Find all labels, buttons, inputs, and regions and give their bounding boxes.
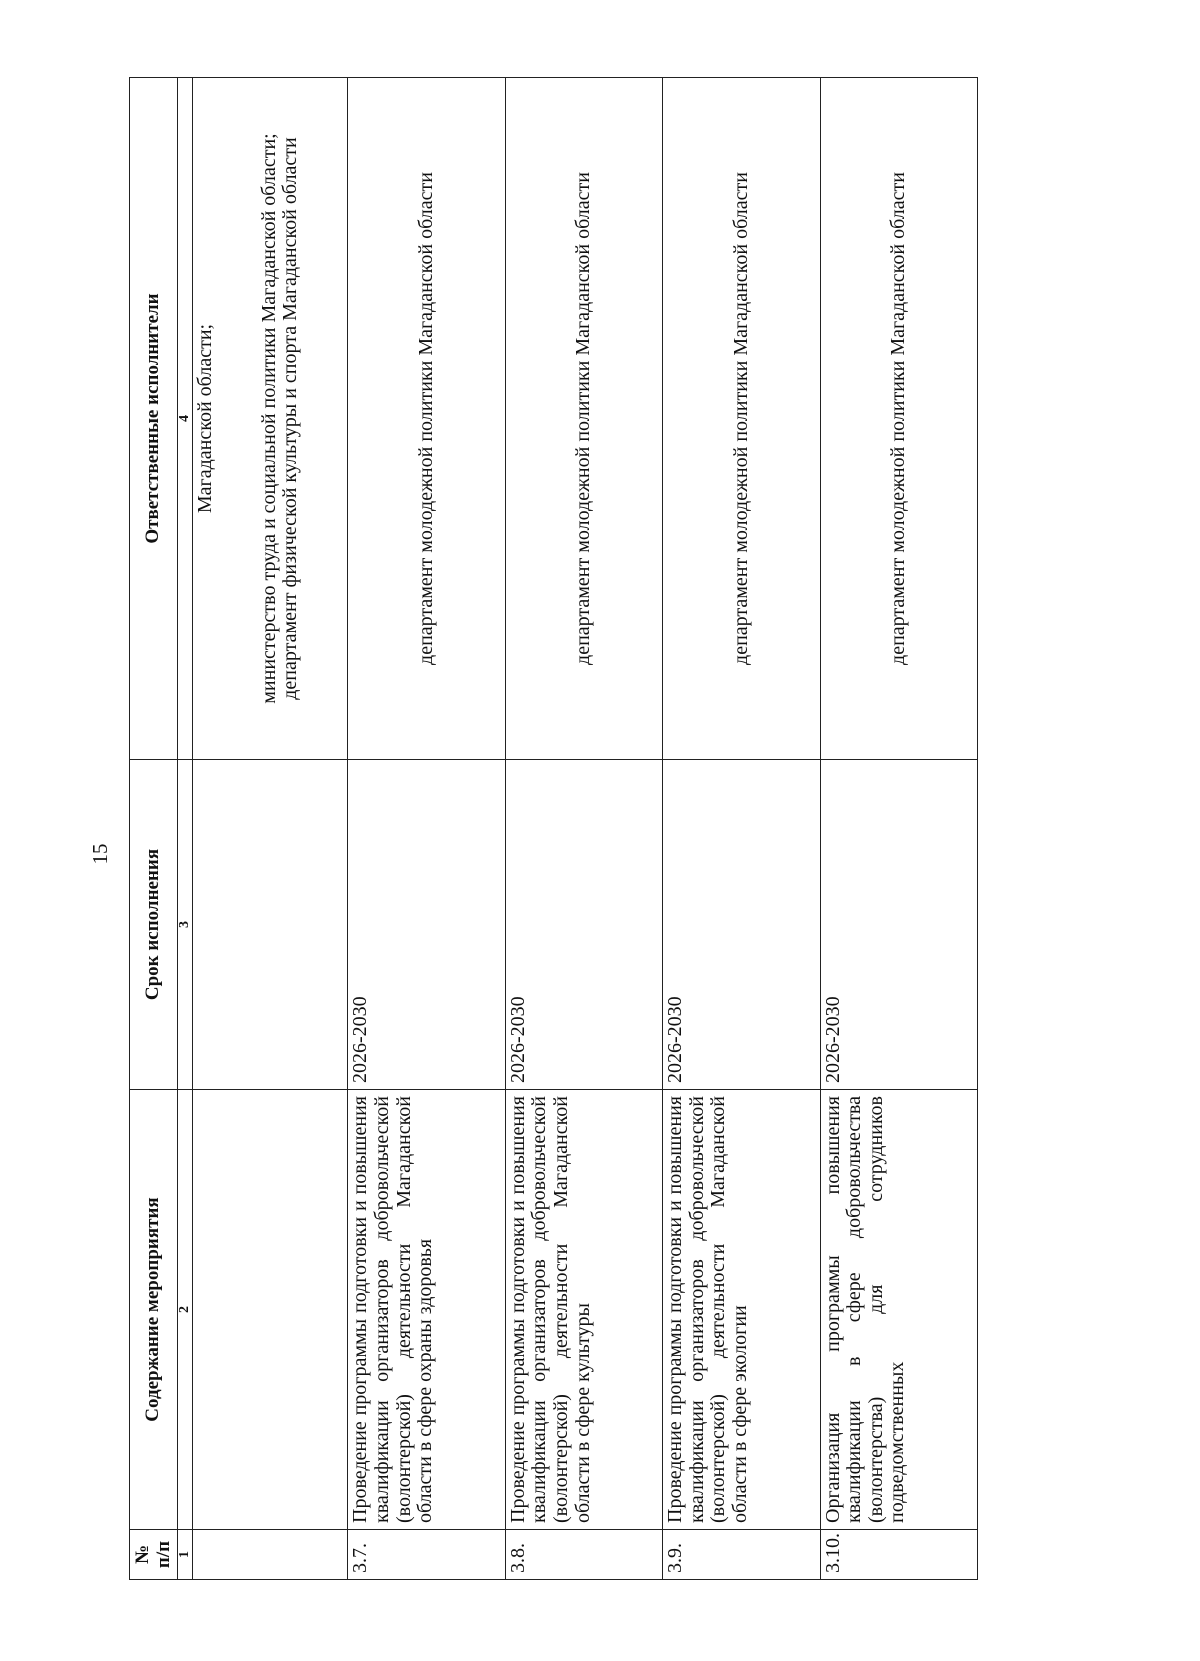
table-row [663, 78, 820, 1580]
cell-term: 2026-2030 [348, 760, 505, 1090]
cell-term: 2026-2030 [505, 760, 662, 1090]
responsible-line: департамент физической культуры и спорта Магаданской области [279, 137, 302, 700]
table-row [348, 78, 505, 1580]
cell-responsible [193, 78, 348, 760]
cell-num [193, 1530, 348, 1580]
cell-term [193, 760, 348, 1090]
header-content: Содержание мероприятия [130, 1090, 178, 1530]
table-row [505, 78, 662, 1580]
column-index: 4 [178, 78, 193, 760]
table-row [820, 78, 977, 1580]
cell-num: 3.7. [348, 1530, 505, 1580]
cell-responsible: департамент молодежной политики Магаданской области [348, 78, 505, 760]
cell-responsible: департамент молодежной политики Магаданской области [820, 78, 977, 760]
column-index: 2 [178, 1090, 193, 1530]
cell-num: 3.10. [820, 1530, 977, 1580]
header-row [130, 78, 178, 1580]
header-responsible: Ответственные исполнители [130, 78, 178, 760]
cell-responsible: департамент молодежной политики Магаданской области [663, 78, 820, 760]
responsible-line: Магаданской области; [194, 323, 216, 514]
cell-responsible: департамент молодежной политики Магаданской области [505, 78, 662, 760]
column-index: 1 [178, 1530, 193, 1580]
cell-content: Проведение программы подготовки и повышения квалификации организаторов добровольческой (волонтерской) деятельности Магаданской области в сфере культуры [505, 1090, 662, 1530]
cell-content: Проведение программы подготовки и повышения квалификации организаторов добровольческой (волонтерской) деятельности Магаданской области в сфере охраны здоровья [348, 1090, 505, 1530]
column-index: 3 [178, 760, 193, 1090]
cell-content: Организация программы повышения квалификации в сфере добровольчества (волонтерства) для сотрудников подведомственных [820, 1090, 977, 1530]
column-index-row [178, 78, 193, 1580]
cell-content [193, 1090, 348, 1530]
cell-content: Проведение программы подготовки и повышения квалификации организаторов добровольческой (волонтерской) деятельности Магаданской области в сфере экологии [663, 1090, 820, 1530]
header-term: Срок исполнения [130, 760, 178, 1090]
page-number: 15 [88, 843, 112, 865]
cell-num: 3.8. [505, 1530, 662, 1580]
measures-table [129, 77, 978, 1580]
responsible-line: министерство труда и социальной политики Магаданской области; [257, 133, 280, 704]
cell-term: 2026-2030 [663, 760, 820, 1090]
table-row-continuation [193, 78, 348, 1580]
cell-term: 2026-2030 [820, 760, 977, 1090]
header-num: № п/п [130, 1530, 178, 1580]
cell-num: 3.9. [663, 1530, 820, 1580]
